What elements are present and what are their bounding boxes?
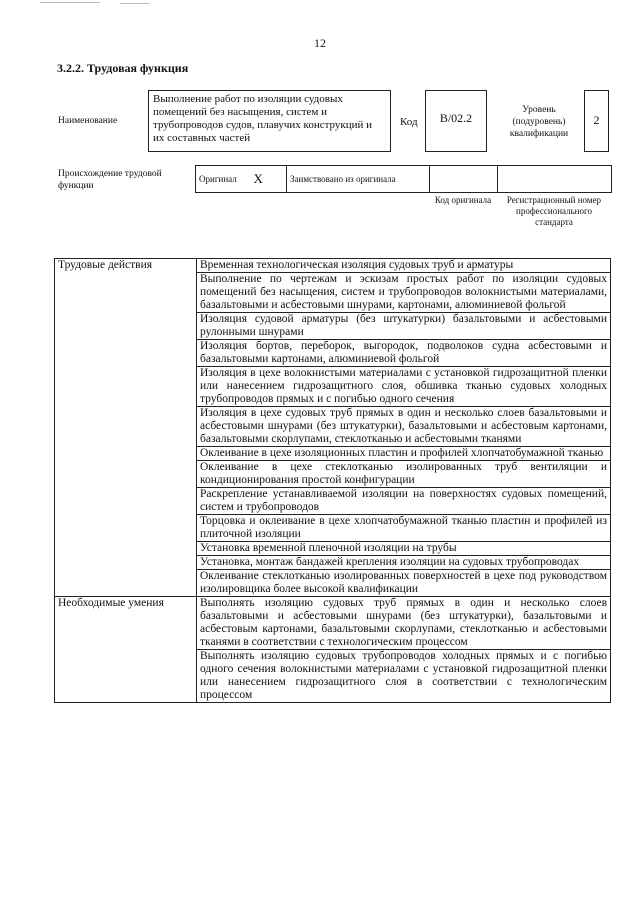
code-label: Код xyxy=(400,116,418,128)
labor-action-row-text: Установка временной пленочной изоляции на трубы xyxy=(197,542,611,556)
level-value: 2 xyxy=(584,90,609,152)
origin-label: Происхождение трудовой функции xyxy=(58,169,162,191)
name-value: Выполнение работ по изоляции судовых помещений без насыщения, систем и трубопроводов судов, плавучих конструкций и их составных частей xyxy=(148,90,391,152)
scan-artifact xyxy=(40,2,100,3)
original-label: Оригинал xyxy=(196,166,251,193)
labor-action-row-text: Оклеивание в цехе стеклотканью изолированных труб вентиляции и кондиционирования простой конфигурации xyxy=(197,461,611,488)
origin-reg-caption: Регистрационный номер профессионального стандарта xyxy=(506,195,602,227)
origin-code-caption: Код оригинала xyxy=(434,195,492,205)
labor-action-row-text: Временная технологическая изоляция судовых труб и арматуры xyxy=(197,259,611,273)
scan-artifact xyxy=(120,3,150,4)
skill-row-text: Выполнять изоляцию судовых трубопроводов холодных прямых и с погибью одного сечения волокнистыми материалами с установкой гидрозащитной пленки или нанесением гидрозащитного слоя в соответствии с технологическим процессом xyxy=(197,650,611,703)
labor-action-row-text: Изоляция бортов, переборок, выгородок, подволоков судна асбестовыми и базальтовыми картонами, алюминиевой фольгой xyxy=(197,340,611,367)
labor-action-row-text: Раскрепление устанавливаемой изоляции на поверхностях судовых помещений, систем и трубопроводов xyxy=(197,488,611,515)
origin-code-cell xyxy=(430,166,498,193)
borrowed-label: Заимствовано из оригинала xyxy=(287,166,430,193)
labor-action-row xyxy=(55,259,611,273)
labor-action-row-text: Оклеивание стеклотканью изолированных поверхностей в цехе под руководством изолировщика более высокой квалификации xyxy=(197,570,611,597)
labor-action-row-text: Изоляция в цехе судовых труб прямых в один и несколько слоев базальтовыми и асбестовыми шнурами (без штукатурки), базальтовыми и асбестовым картонами, базальтовыми скорлупами, стеклотканью и асбестовыми тканями xyxy=(197,407,611,447)
labor-action-row-text: Выполнение по чертежам и эскизам простых работ по изоляции судовых помещений без насыщения, систем и трубопроводов волокнистыми материалами, базальтовыми и асбестовыми шнурами, картонами, алюминиевой фольгой xyxy=(197,273,611,313)
labor-action-row-text: Изоляция в цехе волокнистыми материалами с установкой гидрозащитной пленки или нанесением гидрозащитного слоя, обшивка тканью судовых холодных трубопроводов прямых и с погибью одного сечения xyxy=(197,367,611,407)
labor-action-row-text: Торцовка и оклеивание в цехе хлопчатобумажной тканью пластин и профилей из плиточной изоляции xyxy=(197,515,611,542)
labor-action-row-label: Трудовые действия xyxy=(55,259,197,597)
origin-reg-cell xyxy=(498,166,612,193)
origin-table xyxy=(195,165,612,193)
labor-action-row-text: Установка, монтаж бандажей крепления изоляции на судовых трубопроводах xyxy=(197,556,611,570)
section-title: 3.2.2. Трудовая функция xyxy=(57,61,189,75)
skill-row-text: Выполнять изоляцию судовых труб прямых в один и несколько слоев базальтовыми и асбестовыми шнурами (без штукатурки), базальтовыми и асбестовым картонами, базальтовыми скорлупами, стеклотканью и асбестовыми тканями в соответствии с технологическим процессом xyxy=(197,597,611,650)
skill-row xyxy=(55,597,611,650)
labor-action-row-text: Оклеивание в цехе изоляционных пластин и профилей хлопчатобумажной тканью xyxy=(197,447,611,461)
page-number: 12 xyxy=(314,36,326,50)
original-mark: X xyxy=(251,166,287,193)
functions-table xyxy=(54,258,611,703)
code-value: B/02.2 xyxy=(425,90,487,152)
skill-row-label: Необходимые умения xyxy=(55,597,197,703)
level-label: Уровень (подуровень) квалификации xyxy=(509,105,569,139)
labor-action-row-text: Изоляция судовой арматуры (без штукатурки) базальтовыми и асбестовыми рулонными шнурами xyxy=(197,313,611,340)
name-label: Наименование xyxy=(58,116,118,126)
